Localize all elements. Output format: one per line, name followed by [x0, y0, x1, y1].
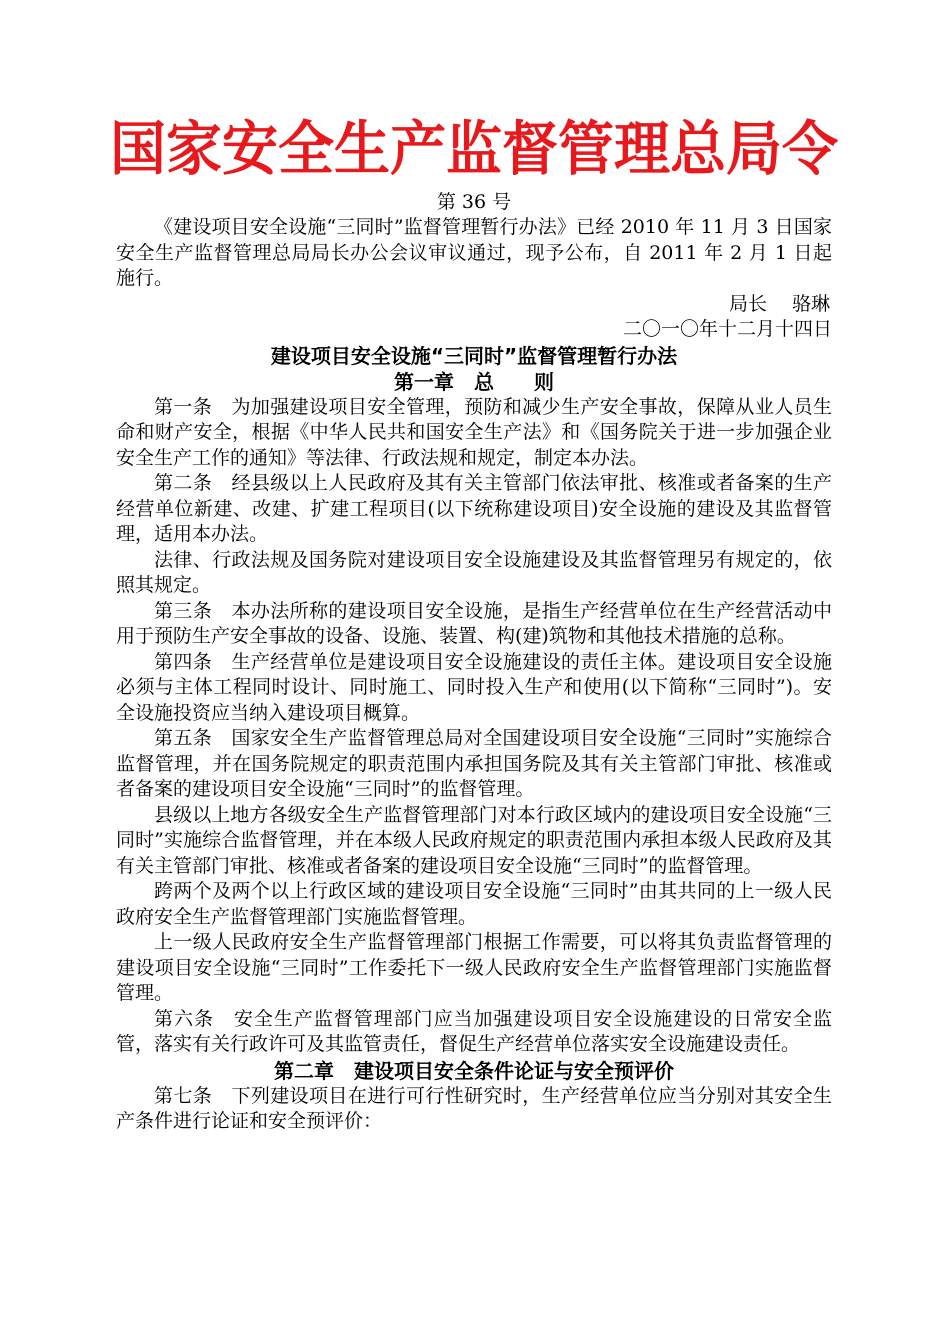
- document-page: [110, 110, 838, 1135]
- document-title: 建设项目安全设施“三同时”监督管理暂行办法: [270, 343, 678, 368]
- chapter-1-heading: 第一章 总 则: [394, 369, 554, 394]
- intro-paragraph: 《建设项目安全设施“三同时”监督管理暂行办法》已经 2010 年 11 月 3 日国家安全生产监督管理总局局长办公会议审议通过，现予公布，自 2011 年 2 月 1 日起施行。: [116, 216, 832, 289]
- order-number: 第 36 号: [436, 191, 512, 213]
- article-5: 第五条 国家安全生产监督管理总局对全国建设项目安全设施“三同时”实施综合监督管理，并在国务院规定的职责范围内承担国务院及其有关主管部门审批、核准或者备案的建设项目安全设施“三同时”的监督管理。: [116, 727, 832, 800]
- article-6: 第六条 安全生产监督管理部门应当加强建设项目安全设施建设的日常安全监管，落实有关行政许可及其监管责任，督促生产经营单位落实安全设施建设责任。: [116, 1007, 832, 1055]
- article-3: 第三条 本办法所称的建设项目安全设施，是指生产经营单位在生产经营活动中用于预防生产安全事故的设备、设施、装置、构(建)筑物和其他技术措施的总称。: [116, 599, 832, 647]
- article-5-clause-4: 上一级人民政府安全生产监督管理部门根据工作需要，可以将其负责监督管理的建设项目安全设施“三同时”工作委托下一级人民政府安全生产监督管理部门实施监督管理。: [116, 931, 832, 1004]
- article-5-clause-2: 县级以上地方各级安全生产监督管理部门对本行政区域内的建设项目安全设施“三同时”实施综合监督管理，并在本级人民政府规定的职责范围内承担本级人民政府及其有关主管部门审批、核准或者备案的建设项目安全设施“三同时”的监督管理。: [116, 803, 832, 877]
- decree-title: 国家安全生产监督管理总局令: [110, 115, 838, 184]
- article-7: 第七条 下列建设项目在进行可行性研究时，生产经营单位应当分别对其安全生产条件进行论证和安全预评价：: [116, 1084, 832, 1132]
- chapter-2-heading: 第二章 建设项目安全条件论证与安全预评价: [274, 1058, 674, 1083]
- issue-date: 二〇一〇年十二月十四日: [622, 318, 832, 340]
- article-2-clause: 法律、行政法规及国务院对建设项目安全设施建设及其监督管理另有规定的，依照其规定。: [116, 548, 832, 596]
- article-5-clause-3: 跨两个及两个以上行政区域的建设项目安全设施“三同时”由其共同的上一级人民政府安全生产监督管理部门实施监督管理。: [116, 880, 832, 928]
- signer: 局长 骆琳: [728, 292, 830, 315]
- article-4: 第四条 生产经营单位是建设项目安全设施建设的责任主体。建设项目安全设施必须与主体工程同时设计、同时施工、同时投入生产和使用(以下简称“三同时”)。安全设施投资应当纳入建设项目概算。: [116, 650, 832, 724]
- article-2: 第二条 经县级以上人民政府及其有关主管部门依法审批、核准或者备案的生产经营单位新建、改建、扩建工程项目(以下统称建设项目)安全设施的建设及其监督管理，适用本办法。: [116, 472, 832, 545]
- article-1: 第一条 为加强建设项目安全管理，预防和减少生产安全事故，保障从业人员生命和财产安全，根据《中华人民共和国安全生产法》和《国务院关于进一步加强企业安全生产工作的通知》等法律、行政法规和规定，制定本办法。: [116, 395, 832, 469]
